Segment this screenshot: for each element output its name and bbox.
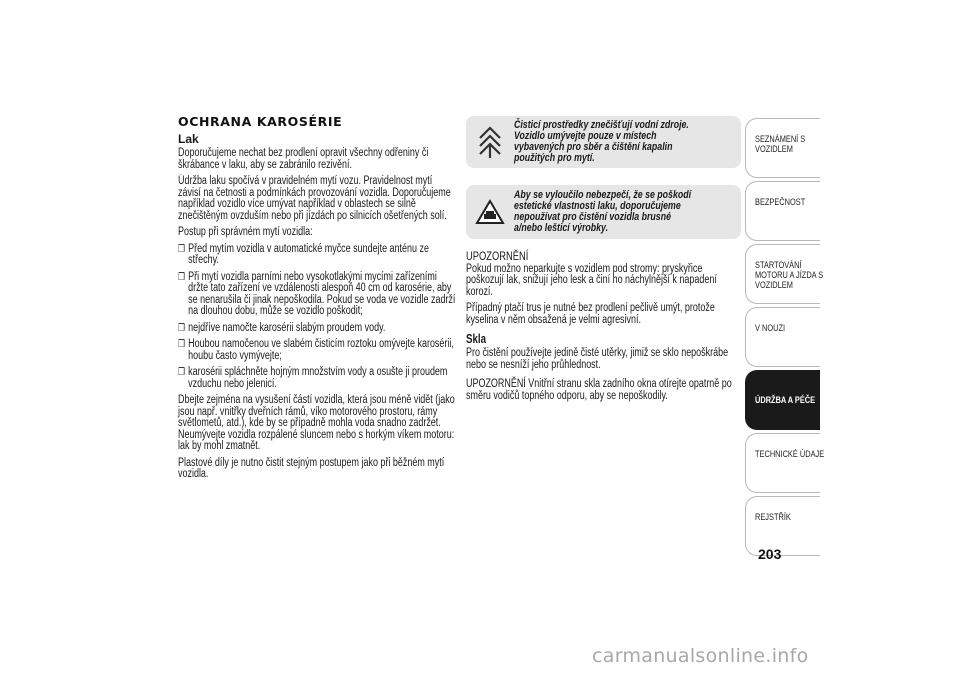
warning-2: [466, 379, 741, 402]
tab-seznameni[interactable]: SEZNÁMENÍ S VOZIDLEM: [745, 118, 820, 178]
warning-text-1: Pokud možno neparkujte s vozidlem pod stromy: pryskyřice poškozují lak, snižují jeho lesk a činí ho náchylnější k napadení korozí.: [466, 262, 717, 298]
chapter-tab-bar: [745, 118, 825, 559]
checkbox-bullet-icon: ❒: [178, 367, 185, 378]
tab-bezpecnost[interactable]: BEZPEČNOST: [745, 181, 820, 241]
paragraph-4: Dbejte zejména na vysušení částí vozidla, která jsou méně vidět (jako jsou např. vnitřky dveřních rámů, víko motorového prostoru, rámy světlometů, atd.), kde by se případně mohla voda snadno zadržet. Neumývejte vozidla rozpálené sluncem nebo s horkým víkem motoru: lak by mohl zmatnět.: [178, 394, 455, 452]
paragraph-1: Doporučujeme nechat bez prodlení opravit všechny odřeniny či škrábance v laku, aby se zabránilo rezivění.: [178, 147, 429, 171]
middle-column: [466, 114, 741, 407]
notice-1-text: Čisticí prostředky znečišťují vodní zdroje. Vozidlo umývejte pouze v místech vybavených pro sběr a čištění kapalin použitých pro mytí.: [514, 118, 689, 165]
left-column: [178, 114, 456, 486]
warning-label-2: UPOZORNĚNÍ: [466, 378, 526, 390]
environment-notice: [466, 116, 741, 168]
bullet-list: [178, 244, 456, 481]
tab-startovani[interactable]: STARTOVÁNÍ MOTORU A JÍZDA S VOZIDLEM: [745, 244, 820, 304]
paragraph-5: Plastové díly je nutno čistit stejným postupem jako při běžném mytí vozidla.: [178, 456, 445, 480]
tab-udrzba-active[interactable]: ÚDRŽBA A PÉČE: [745, 370, 820, 430]
list-item: ❒ nejdříve namočte karosérii slabým proudem vody.: [178, 321, 386, 334]
list-item: ❒ Při mytí vozidla parními nebo vysokotlakými mycími zařízeními držte tato zařízení ve vzdálenosti alespoň 40 cm od karosérie, aby se nenarušila či jinak nepoškodila. Pokud se voda ve vozidle zadrží na dlouhou dobu, může se vozidlo poškodit;: [178, 270, 456, 317]
paragraph-2: Údržba laku spočívá v pravidelném mytí vozu. Pravidelnost mytí závisí na četnosti a podmínkách provozování vozidla. Doporučujeme například vozidlo více umývat například v oblastech se silně znečištěným ovzduším nebo při jízdách po silnicích ošetřených solí.: [178, 175, 451, 222]
bird-droppings-paragraph: Případný ptačí trus je nutné bez prodlení pečlivě umýt, protože kyselina v něm obsažená je velmi agresivní.: [466, 302, 715, 326]
tab-v-nouzi[interactable]: V NOUZI: [745, 307, 820, 367]
middle-text-block: [466, 251, 741, 402]
list-item: ❒ Houbou namočenou ve slabém čisticím roztoku omývejte karosérii, houbu často vymývejte;: [178, 338, 454, 362]
list-item: ❒ Před mytím vozidla v automatické myčce sundejte anténu ze střechy.: [178, 242, 429, 266]
watermark: carmanualsonline.info: [592, 645, 809, 667]
skla-paragraph: Pro čistění používejte jedině čisté utěrky, jimiž se sklo nepoškrábe nebo se nesníží jeho průhlednost.: [466, 347, 729, 371]
tab-rejstrik[interactable]: REJSTŘÍK: [745, 496, 820, 556]
lak-heading: Lak: [178, 132, 199, 146]
tab-technicke-udaje[interactable]: TECHNICKÉ ÚDAJE: [745, 433, 820, 493]
skla-heading: Skla: [466, 332, 487, 346]
warning-label-1: UPOZORNĚNÍ: [466, 249, 529, 263]
notice-2-text: Aby se vyloučilo nebezpečí, že se poškodí estetické vlastnosti laku, doporučujeme nepoužívat pro čistění vozidla brusné a/nebo lešticí výrobky.: [514, 188, 692, 235]
environment-tree-icon: [466, 125, 514, 159]
checkbox-bullet-icon: ❒: [178, 243, 185, 255]
paint-care-notice: [466, 185, 741, 239]
checkbox-bullet-icon: ❒: [178, 271, 185, 283]
section-title: OCHRANA KAROSÉRIE: [178, 114, 343, 129]
paragraph-3: Postup při správném mytí vozidla:: [178, 226, 313, 238]
warning-triangle-car-icon: [466, 199, 514, 225]
page-number: 203: [758, 546, 782, 562]
list-item: ❒ karosérii spláchněte hojným množstvím vody a osušte ji proudem vzduchu nebo jelenicí.: [178, 366, 448, 390]
warning-text-2: Vnitřní stranu skla zadního okna otírejte opatrně po směru vodičů topného odporu, aby se nepoškodily.: [466, 378, 732, 402]
checkbox-bullet-icon: ❒: [178, 322, 185, 334]
checkbox-bullet-icon: ❒: [178, 339, 185, 350]
